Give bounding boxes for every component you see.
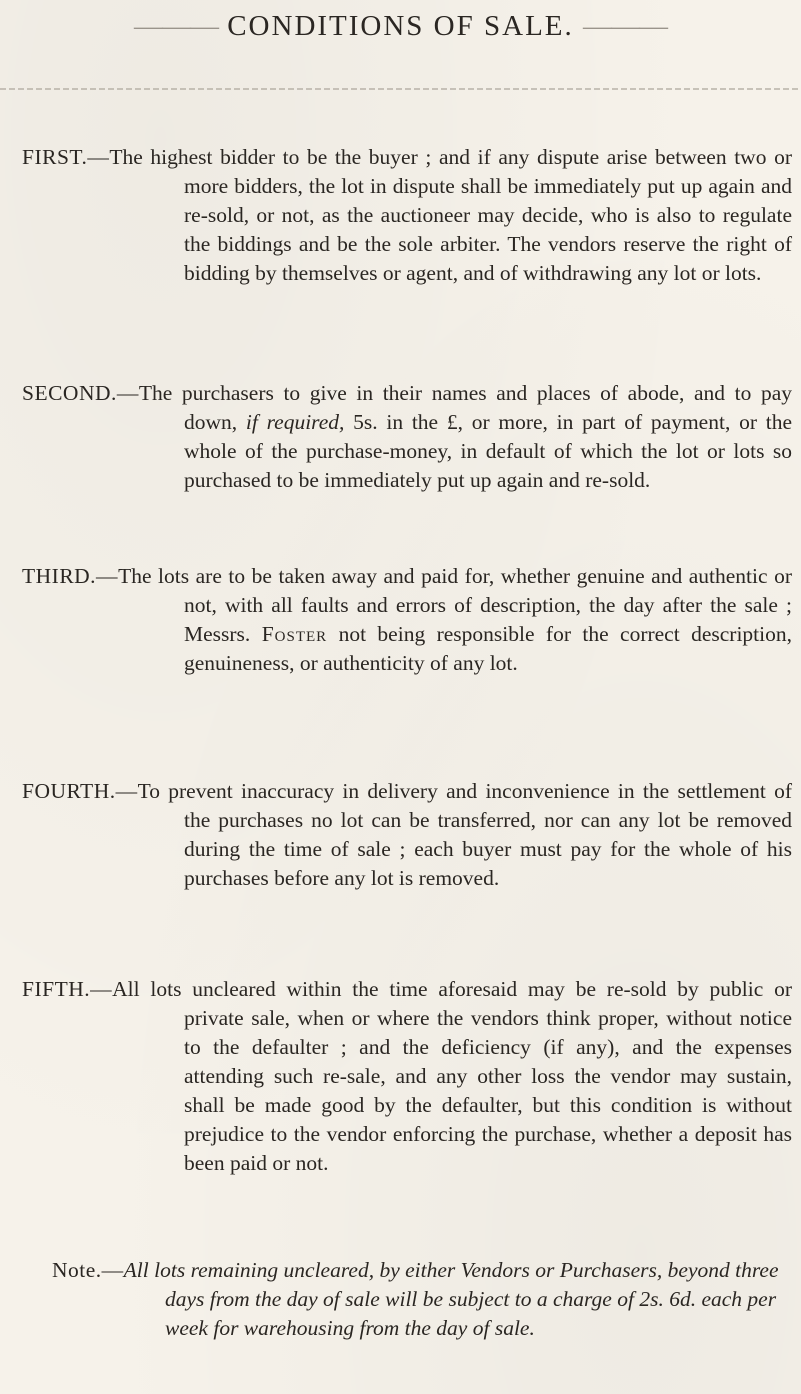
- condition-third-paragraph: [22, 562, 792, 678]
- title-text: CONDITIONS OF SALE.: [227, 10, 574, 42]
- condition-fifth-paragraph: [22, 975, 792, 1178]
- condition-fourth-text: To prevent inaccuracy in delivery and inconvenience in the settlement of the purchases no lot can be transferred, nor can any lot be removed during the time of sale ; each buyer must pay for the whole of his purchases before any lot is removed.: [137, 779, 792, 890]
- condition-fourth-paragraph: [22, 777, 792, 893]
- condition-first-paragraph: [22, 143, 792, 288]
- note-text: All lots remaining uncleared, by either Vendors or Purchasers, beyond three days from the day of sale will be subject to a charge of 2s. 6d. each per week for warehousing from the day of sale.: [123, 1258, 779, 1340]
- note-lead: Note.—: [52, 1258, 124, 1282]
- condition-first-text: The highest bidder to be the buyer ; and if any dispute arise between two or more bidders, the lot in dispute shall be immediately put up again and re-sold, or not, as the auctioneer may decide, who is also to regulate the biddings and be the sole arbiter. The vendors reserve the right of bidding by themselves or agent, and of withdrawing any lot or lots.: [109, 145, 792, 285]
- page-title: [0, 10, 801, 43]
- condition-first: [22, 143, 792, 288]
- title-dash-right: ———: [583, 10, 668, 42]
- note-section: [52, 1256, 792, 1343]
- condition-fifth-lead: FIFTH.—: [22, 977, 113, 1001]
- condition-second: [22, 379, 792, 495]
- condition-third-text-smallcaps: Foster: [261, 622, 328, 646]
- condition-third-text-after: not being responsible for the correct description, genuineness, or authenticity of any lot.: [184, 622, 792, 675]
- note-paragraph: [52, 1256, 792, 1343]
- condition-second-text-after: 5s. in the £, or more, in part of payment, or the whole of the purchase-money, in default of which the lot or lots so purchased to be immediately put up again and re-sold.: [184, 410, 792, 492]
- condition-third-text-before: The lots are to be taken away and paid for, whether genuine and authentic or not, with all faults and errors of description, the day after the sale ; Messrs.: [118, 564, 792, 646]
- condition-second-text-italic: if required,: [245, 410, 345, 434]
- condition-third-lead: THIRD.—: [22, 564, 119, 588]
- condition-fourth-lead: FOURTH.—: [22, 779, 138, 803]
- condition-fifth-text: All lots uncleared within the time aforesaid may be re-sold by public or private sale, when or where the vendors think proper, without notice to the defaulter ; and the deficiency (if any), and the expenses attending such re-sale, and any other loss the vendor may sustain, shall be made good by the defaulter, but this condition is without prejudice to the vendor enforcing the purchase, whether a deposit has been paid or not.: [112, 977, 792, 1175]
- condition-fourth: [22, 777, 792, 893]
- condition-third: [22, 562, 792, 678]
- divider-rule: [0, 88, 801, 90]
- title-dash-left: ———: [133, 10, 218, 42]
- condition-second-lead: SECOND.—: [22, 381, 139, 405]
- condition-second-text-before: The purchasers to give in their names and places of abode, and to pay down,: [138, 381, 792, 434]
- condition-second-paragraph: [22, 379, 792, 495]
- condition-fifth: [22, 975, 792, 1178]
- condition-first-lead: FIRST.—: [22, 145, 110, 169]
